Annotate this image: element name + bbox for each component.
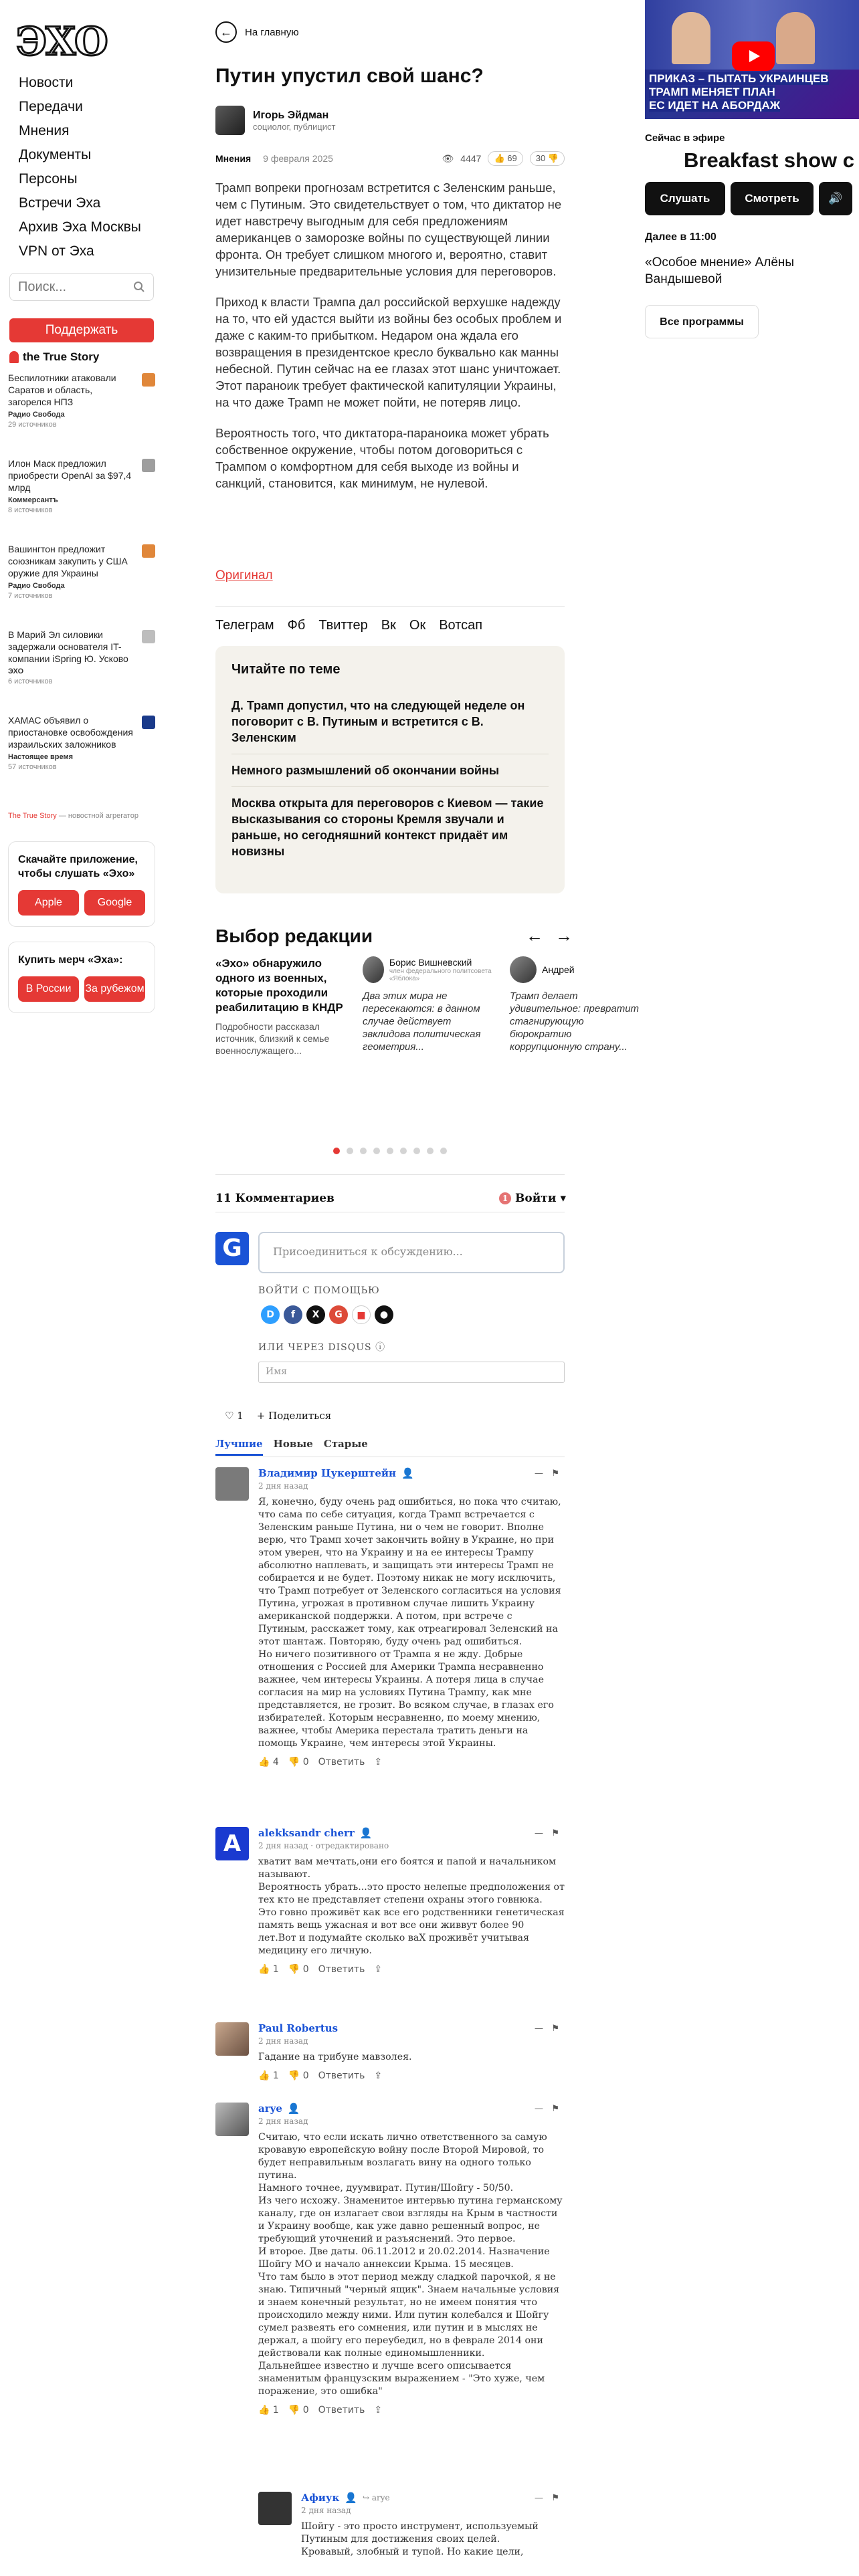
pagination-dot[interactable] [427,1148,434,1154]
editors-card-author[interactable]: Андрей [542,964,575,975]
sort-tab[interactable]: Старые [323,1438,368,1450]
comment-time[interactable]: 2 дня назад [258,2117,308,2126]
editors-card-headline[interactable]: «Эхо» обнаружило одного из военных, которые проходили реабилитацию в КНДР [215,957,343,1014]
comments-count: 11 Комментариев [215,1192,335,1205]
user-icon: 👤 [359,1827,373,1839]
article-body [215,179,565,506]
editors-card-desc: Подробности рассказал источник, близкий к семье военнослужащего... [215,1021,330,1056]
nav-item[interactable]: Новости [19,75,74,90]
downvote-count: 0 [302,1757,309,1767]
video-caption-line: ЕС ИДЕТ НА АБОРДАЖ [649,99,781,112]
share-link[interactable]: Твиттер [318,618,368,633]
pagination-dot[interactable] [387,1148,393,1154]
true-story-logo-icon [9,351,19,363]
video-caption-line: ТРАМП МЕНЯЕТ ПЛАН [649,86,775,98]
upvote-button[interactable]: 👍 1 [258,1964,279,1975]
comment [215,1467,565,1767]
news-item[interactable] [8,372,155,457]
upvote-button[interactable]: 👍 1 [258,2070,279,2081]
article-date: 9 февраля 2025 [263,153,333,164]
news-source: ЭХО [8,667,24,675]
comment-user[interactable]: Владимир Цукерштейн [258,1467,396,1479]
author-photo [215,106,245,135]
apple-icon[interactable]: ● [375,1305,393,1324]
editors-card-author[interactable]: Борис Вишневский [389,957,472,968]
support-button[interactable]: Поддержать [9,318,154,342]
upvote-button[interactable]: 👍 4 [258,1757,279,1767]
thumbs-up-icon: 👍 [494,153,505,163]
help-icon[interactable]: ⓘ [375,1342,386,1353]
back-link[interactable] [215,21,299,43]
comment-footer [258,1964,565,1975]
comment-user[interactable]: Paul Robertus [258,2022,339,2034]
news-item[interactable] [8,543,155,629]
heart-icon: ♡ [225,1410,234,1422]
divider [215,606,565,607]
share-link[interactable]: Вк [381,618,396,633]
comment [215,2022,565,2081]
dislike-button[interactable] [530,151,565,166]
arrow-right-icon[interactable]: → [555,926,573,946]
true-story-footer-text: — новостной агрегатор [56,812,139,820]
article-paragraph: Вероятность того, что диктатора-параноика может убрать собственное окружение, чтобы потом договориться с Трампом о комфортном для себя выходе из войны и санкций, становится, как минимум, не нулевой. [215,426,549,490]
social-login [261,1305,393,1324]
likes-count: 69 [507,153,517,163]
comment-user[interactable]: arye [258,2103,282,2115]
comment-controls[interactable]: — ⚑ [534,1469,559,1479]
related-item[interactable]: Москва открыта для переговоров с Киевом — такие высказывания со стороны Кремля звучали и раньше, но сегодняшний контекст придаёт им новизны [231,796,544,858]
facebook-icon[interactable]: f [284,1305,302,1324]
main-nav [19,71,141,263]
downvote-button[interactable]: 👎 0 [288,2070,309,2081]
news-count: 6 источников [8,677,53,685]
user-icon: 👤 [345,2492,357,2504]
app-download-box [8,841,155,927]
article-meta [215,151,565,166]
pagination-dot[interactable] [373,1148,380,1154]
comment [215,2103,565,2416]
comment-controls[interactable]: — ⚑ [534,1828,559,1838]
comment-user[interactable]: Афиук [301,2492,340,2504]
related-title: Читайте по теме [231,662,341,677]
comment-text: Я, конечно, буду очень рад ошибиться, но пока что считаю, что сама по себе ситуация, когда Трамп встречается с Зеленским раньше Путина, ни о чем не говорит. Вполне верю, что Трамп хочет закончить войну в Украине, но при этом уверен, что на Украину и на ее интересы Трампу абсолютно наплевать, и защищать эти интересы Трамп не собирается и не будет. Поэтому никак не могу исключить, что Трамп потребует от Зеленского согласиться на условия Путина, угрожая в противном случае лишить Украину американской поддержки. А потом, при встрече с Путиным, расскажет тому, как отреагировал Зеленский на этот шантаж. Повторяю, буду очень рад ошибиться. Но ничего позитивного от Трампа я не жду. Добрые отношения с Россией для Америки Трампа несравненно важнее, чем интересы Украины. А потеря лица в случае согласия на мир на условиях Путина Трампу, как мне представляется, не грозит. Во всяком случае, в глазах его избирателей. Которым несравненно, по моему мнению, важнее, чтобы Америка перестала тратить деньги на помощь Украине, чем интересы этой Украины. [258,1497,561,1749]
comment-text: Считаю, что если искать лично ответственного за самую кровавую европейскую войну после Второй Мировой, то будет неправильным возлагать вину на одного только путина. Намного точнее, дуумвират. Путин/Шойгу - 50/50. Из чего исхожу. Знаменитое интервью путина германскому каналу, где он излагает свои взгляды на Крым в частности и Украину вообще, как уже давно решенный вопрос, не требующий уточнений и разъяснений. Это первое. И второе. Две даты. 06.11.2012 и 20.02.2014. Назначение Шойгу МО и начало аннексии Крыма. 15 месяцев. Что там было в этот период между сладкой парочкой, я не знаю. Типичный "черный ящик". Знаем начальные условия и знаем конечный результат, но не имеем понятия что происходило между ними. Или путин колебался и Шойгу сумел развеять его сомнения, или путин и в мыслях не держал, а шойгу его переубедил, но в феврале 2014 они действовали как полные единомышленники. Дальнейшее известно и лучше всего описывается знаменитым французским выражением - "Это хуже, чем поражение, это ошибка" [258,2132,563,2397]
author-block[interactable] [215,106,335,135]
comment-user[interactable]: alekksandr cherr [258,1827,355,1839]
carousel-pagination [333,1148,447,1154]
google-icon[interactable]: G [329,1305,348,1324]
author-avatar [510,956,537,983]
news-title[interactable]: ХАМАС объявил о приостановке освобождения израильских заложников [8,715,133,750]
comment-avatar[interactable]: A [215,1827,249,1860]
news-source: Коммерсантъ [8,496,58,504]
news-source: Настоящее время [8,753,73,761]
author-name[interactable]: Игорь Эйдман [253,109,329,121]
share-link[interactable]: Телеграм [215,618,274,633]
sort-tab[interactable]: Лучшие [215,1438,263,1456]
source-logo-icon [142,716,155,729]
news-item[interactable] [8,457,155,543]
notification-badge: 1 [499,1192,511,1204]
google-button[interactable]: Google [84,890,145,916]
comment-time[interactable]: 2 дня назад [301,2506,351,2515]
news-count: 8 источников [8,506,53,514]
site-logo[interactable]: ЭХО [16,19,107,64]
true-story-footer-link[interactable]: The True Story [8,812,57,820]
pagination-dot[interactable] [400,1148,407,1154]
or-disqus-text: ИЛИ ЧЕРЕЗ DISQUS [258,1342,372,1353]
play-icon[interactable] [732,41,775,71]
thumbs-down-icon: 👎 [547,153,559,163]
upvote-count: 1 [272,2070,279,2081]
recommend-button[interactable] [225,1410,244,1422]
source-logo-icon [142,373,155,387]
share-icon[interactable]: ⇪ [374,2405,383,2416]
search-placeholder: Поиск... [18,279,67,294]
next-label: Далее в 11:00 [645,231,717,243]
news-source: Радио Свобода [8,582,65,590]
reply-button[interactable]: Ответить [318,2070,365,2081]
downvote-button[interactable]: 👎 0 [288,1757,309,1767]
news-item[interactable] [8,629,155,714]
news-title[interactable]: Илон Маск предложил приобрести OpenAI за $97,4 млрд [8,458,132,493]
video-player[interactable] [645,0,859,119]
share-link[interactable]: Фб [287,618,306,633]
share-icon[interactable]: ⇪ [374,1757,383,1767]
comment-text: Гадание на трибуне мавзолея. [258,2052,412,2062]
comment-avatar[interactable] [215,1467,249,1501]
editors-choice-title: Выбор редакции [215,926,373,946]
search-input[interactable] [9,273,154,301]
pagination-dot[interactable] [440,1148,447,1154]
news-item[interactable] [8,714,155,800]
comment-controls[interactable]: — ⚑ [534,2024,559,2034]
share-icon[interactable]: ⇪ [374,2070,383,2081]
upvote-count: 1 [272,2405,279,2416]
reply-to-user: arye [371,2493,390,2502]
chevron-down-icon: ▾ [560,1192,567,1205]
share-icon[interactable]: ⇪ [374,1964,383,1975]
news-count: 29 источников [8,421,57,429]
reply-to[interactable]: ↪ arye [363,2493,390,2502]
eye-icon: 👁 [442,152,454,164]
news-count: 7 источников [8,592,53,600]
upvote-count: 1 [272,1964,279,1975]
news-title[interactable]: В Марий Эл силовики задержали основателя IT-компании iSpring Ю. Усково [8,629,128,664]
video-caption-line: ПРИКАЗ – ПЫТАТЬ УКРАИНЦЕВ [649,72,829,85]
divider [215,1174,565,1175]
comment-reply [258,2492,565,2559]
comment-footer [258,1757,565,1767]
search-icon[interactable] [133,281,145,293]
comment-controls[interactable]: — ⚑ [534,2104,559,2114]
user-icon: 👤 [287,2103,300,2115]
hearts-count: 1 [237,1410,244,1422]
apple-button[interactable]: Apple [18,890,79,916]
nav-item[interactable]: VPN от Эха [19,243,94,259]
share-button[interactable]: + Поделиться [256,1410,332,1422]
comment-controls[interactable]: — ⚑ [534,2493,559,2503]
true-story-title: the True Story [23,350,100,363]
comment-text: хватит вам мечтать,они его боятся и папой и начальником называют. Вероятность убрать...это просто нелепые предположения от тех кто не представляет степени охраны этого говнюка. Это говно проживёт как все его родственники генетическая память вещь ужасная и вот все они живвут более 90 лет.Вот и подумайте сколько ваХ проживёт учитывая медицину его личную. [258,1856,565,1956]
volume-icon[interactable]: 🔊 [819,182,852,215]
back-label: На главную [245,26,299,38]
sort-tabs [215,1438,368,1456]
editors-carousel [215,956,640,1097]
share-label: Поделиться [268,1410,332,1422]
x-icon[interactable]: X [306,1305,325,1324]
login-dropdown[interactable] [499,1192,566,1205]
nav-item[interactable]: Документы [19,147,92,163]
host-photo [672,12,710,64]
comment-avatar[interactable] [215,2103,249,2136]
pagination-dot[interactable] [347,1148,353,1154]
related-item[interactable]: Немного размышлений об окончании войны [231,754,549,787]
comment-time[interactable]: 2 дня назад · отредактировано [258,1841,389,1850]
source-logo-icon [142,544,155,558]
comment-avatar[interactable] [258,2492,292,2525]
news-source: Радио Свобода [8,411,65,419]
news-title[interactable]: Вашингтон предложит союзникам закупить у США оружие для Украины [8,544,128,578]
related-box [215,646,565,893]
reply-button[interactable]: Ответить [318,1757,365,1767]
on-air-label: Сейчас в эфире [645,132,725,144]
source-logo-icon [142,459,155,472]
article-paragraph: Приход к власти Трампа дал российской верхушке надежду на то, что ей удастся выйти из войны без особых проблем и даже с каким-то прибытком. Недаром она ждала его возвращения в президентское кресло буквально как манны небесной. Путин сейчас на ее глазах этот шанс уничтожает. Этот параноик требует фактической капитуляции Украины, на что даже Трамп не может пойти, не потеряв лицо. [215,295,562,409]
sort-tab[interactable]: Новые [273,1438,313,1450]
all-programs-button[interactable]: Все программы [645,305,759,338]
comment-text: Шойгу - это просто инструмент, используемый Путиным для достижения своих целей. Кровавый, злобный и тупой. Но какие цели, [301,2521,539,2557]
pagination-dot[interactable] [360,1148,367,1154]
login-label: Войти [515,1192,557,1205]
true-story-list [8,372,155,800]
comment-time[interactable]: 2 дня назад [258,2036,308,2046]
arrow-left-icon[interactable]: ← [526,926,543,946]
video-caption [649,72,829,112]
news-title[interactable]: Беспилотники атаковали Саратов и область, загорелся НПЗ [8,372,116,407]
merch-box-title: Купить мерч «Эха»: [18,954,123,966]
downvote-button[interactable]: 👎 0 [288,1964,309,1975]
comment-input[interactable]: Присоединиться к обсуждению... [258,1232,565,1273]
editors-card[interactable] [215,956,349,1097]
nav-item[interactable]: Встречи Эха [19,195,101,211]
reply-button[interactable]: Ответить [318,2405,365,2416]
downvote-button[interactable]: 👎 0 [288,2405,309,2416]
comment-avatar[interactable] [215,2022,249,2056]
editors-card-desc: Два этих мира не пересекаются: в данном случае действует эвклидова политическая геометрия... [363,990,481,1053]
guest-avatar: G [215,1232,249,1265]
share-links [215,618,482,633]
comments-actions [225,1410,331,1422]
pagination-dot[interactable] [333,1148,340,1154]
author-role: социолог, публицист [253,121,336,132]
show-title[interactable]: Breakfast show с [684,148,854,172]
arrow-left-icon: ← [215,21,237,43]
dislikes-count: 30 [535,153,546,163]
article-title: Путин упустил свой шанс? [215,65,484,87]
nav-item[interactable]: Архив Эха Москвы [19,219,141,235]
disqus-icon[interactable]: D [261,1305,280,1324]
news-count: 57 источников [8,763,57,771]
editors-card-desc: Трамп делает удивительное: превратит стагнирующую бюрократию коррупционную страну... [510,990,640,1053]
pagination-dot[interactable] [413,1148,420,1154]
comment [215,1827,565,1975]
share-link[interactable]: Вотсап [439,618,483,633]
reply-button[interactable]: Ответить [318,1964,365,1975]
downvote-count: 0 [302,2405,309,2416]
share-link[interactable]: Ок [409,618,426,633]
watch-button[interactable]: Смотреть [731,182,814,215]
next-show-title[interactable]: «Особое мнение» Алёны Вандышевой [645,255,795,286]
upvote-button[interactable]: 👍 1 [258,2405,279,2416]
merch-russia-button[interactable]: В России [18,976,79,1002]
nav-item[interactable]: Персоны [19,171,78,187]
upvote-count: 4 [272,1757,279,1767]
player-buttons [645,182,852,215]
microsoft-icon[interactable]: ■ [352,1305,371,1324]
merch-box [8,942,155,1013]
guest-photo [776,12,815,64]
nav-item[interactable]: Передачи [19,99,83,114]
related-item[interactable]: Д. Трамп допустил, что на следующей неделе он поговорит с В. Путиным и встретится с В. Зеленским [231,689,549,754]
nav-item[interactable]: Мнения [19,123,70,138]
source-logo-icon [142,630,155,643]
comment-time[interactable]: 2 дня назад [258,1481,308,1491]
true-story-header[interactable] [9,350,99,364]
merch-abroad-button[interactable]: За рубежом [84,976,145,1002]
editors-card[interactable] [363,956,496,1097]
editors-card[interactable] [510,956,644,1097]
downvote-count: 0 [302,1964,309,1975]
author-avatar [363,956,384,983]
login-with-label: ВОЙТИ С ПОМОЩЬЮ [258,1285,380,1296]
article-category[interactable]: Мнения [215,153,252,164]
comment-footer [258,2070,565,2081]
app-box-title: Скачайте приложение, чтобы слушать «Эхо» [18,854,138,879]
like-button[interactable] [488,151,522,166]
or-disqus-label [258,1340,385,1354]
comment-footer [258,2405,565,2416]
views-count: 4447 [460,153,482,164]
listen-button[interactable]: Слушать [645,182,725,215]
article-paragraph: Трамп вопреки прогнозам встретится с Зеленским раньше, чем с Путиным. Это свидетельствует о том, что диктатор не идет навстречу выгодным для себя предложениям американцев о заморозке войны по существующей линии фронта. Он требует слишком многого и, вероятно, ставит унизительные предварительные условия для переговоров. [215,181,562,278]
downvote-count: 0 [302,2070,309,2081]
carousel-arrows [526,926,573,946]
editors-card-role: член федерального политсовета «Яблока» [389,968,492,982]
user-icon: 👤 [401,1467,414,1479]
true-story-footer [8,812,138,820]
original-link[interactable]: Оригинал [215,568,273,582]
name-input[interactable]: Имя [258,1362,565,1383]
